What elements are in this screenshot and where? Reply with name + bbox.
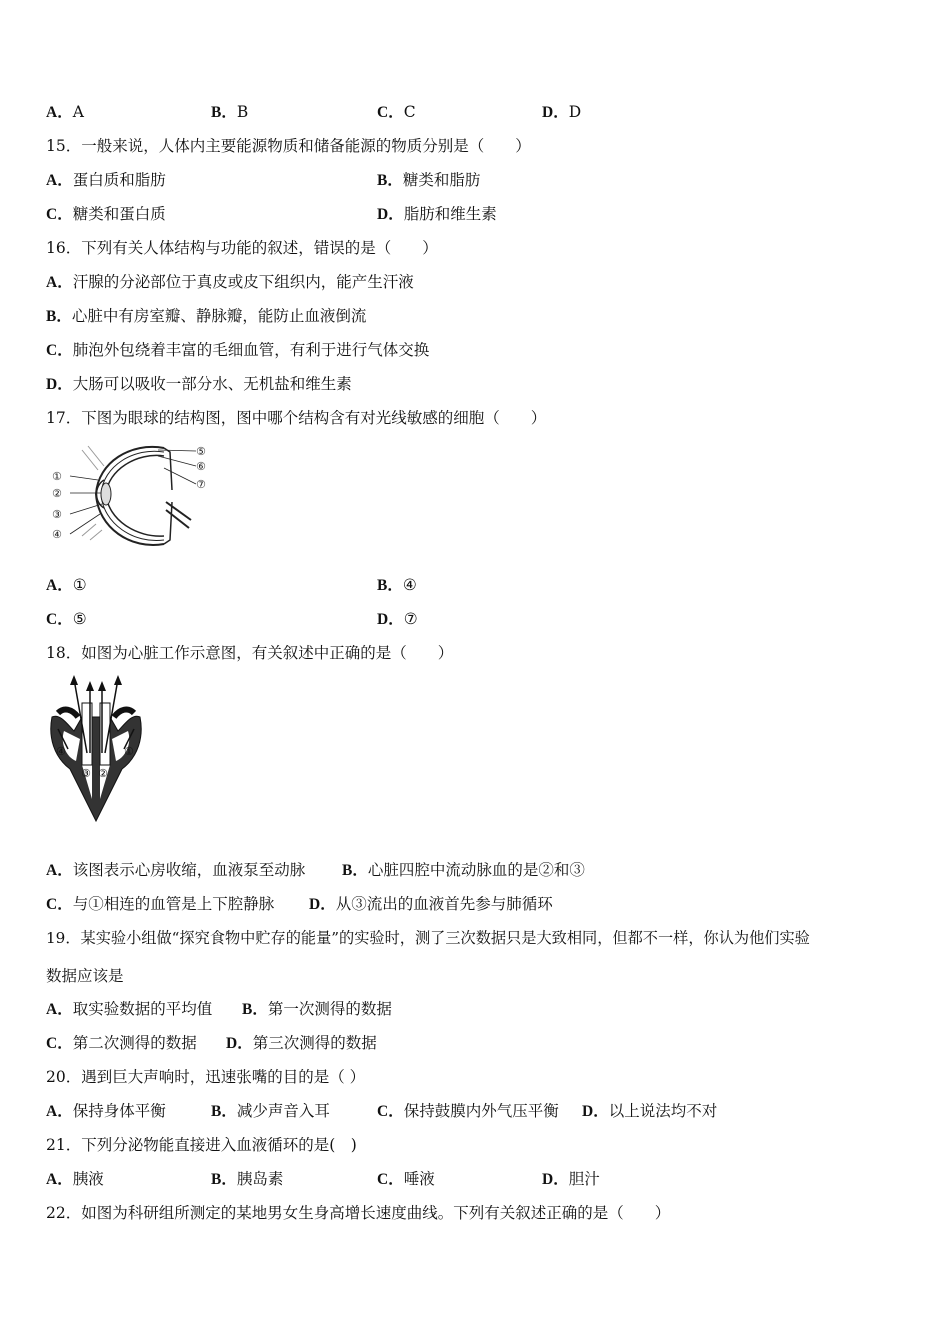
option-label: C． [377, 104, 404, 121]
option-text: 糖类和脂肪 [402, 171, 481, 189]
option-label: A． [46, 104, 73, 121]
option-label: A． [46, 577, 73, 594]
q21-option-a[interactable] [46, 1169, 104, 1190]
q15-option-b[interactable] [377, 170, 480, 191]
option-text: 脂肪和维生素 [403, 205, 497, 223]
option-text: 取实验数据的平均值 [72, 1000, 213, 1018]
figure-label-7: ⑦ [196, 478, 206, 491]
q20-option-a[interactable] [46, 1101, 166, 1122]
option-label: D． [582, 1103, 609, 1120]
q15-option-d[interactable] [377, 204, 497, 225]
q20-stem: 20．遇到巨大声响时，迅速张嘴的目的是（ ） [46, 1068, 366, 1086]
option-text: 蛋白质和脂肪 [72, 171, 166, 189]
q21-option-d[interactable] [542, 1169, 600, 1190]
option-text: B [236, 103, 249, 121]
q19-stem-line2: 数据应该是 [46, 967, 124, 985]
option-label: D． [542, 1171, 569, 1188]
option-text: ⑦ [403, 610, 418, 628]
q22-stem: 22．如图为科研组所测定的某地男女生身高增长速度曲线。下列有关叙述正确的是（ ） [46, 1204, 671, 1222]
option-label: A． [46, 1103, 73, 1120]
figure-label-2: ② [98, 767, 108, 780]
figure-label-1: ① [52, 470, 62, 483]
figure-label-3: ③ [81, 767, 91, 780]
figure-label-5: ⑤ [196, 445, 206, 458]
q21-stem: 21．下列分泌物能直接进入血液循环的是( ) [46, 1136, 357, 1154]
q20-option-d[interactable] [582, 1101, 717, 1122]
optic-nerve [166, 502, 191, 528]
q18-stem: 18．如图为心脏工作示意图，有关叙述中正确的是（ ） [46, 644, 454, 662]
option-text: 胆汁 [568, 1170, 600, 1188]
option-text: ① [72, 576, 87, 594]
option-label: C． [46, 611, 73, 628]
eyeball-structure-figure [46, 440, 216, 555]
q15-stem: 15．一般来说，人体内主要能源物质和储备能源的物质分别是（ ） [46, 137, 531, 155]
q19-option-c[interactable] [46, 1033, 197, 1054]
option-label: B． [211, 1171, 237, 1188]
figure-label-4: ④ [56, 745, 66, 758]
option-text: 保持鼓膜内外气压平衡 [403, 1102, 559, 1120]
q14-option-b[interactable] [211, 102, 248, 123]
option-label: A． [46, 172, 73, 189]
option-label: C． [46, 206, 73, 223]
heart-body [51, 703, 141, 821]
q20-option-b[interactable] [211, 1101, 330, 1122]
option-text: 与①相连的血管是上下腔静脉 [72, 895, 275, 913]
option-label: D． [46, 376, 73, 393]
q14-option-d[interactable] [542, 102, 581, 123]
option-text: 心脏四腔中流动脉血的是②和③ [367, 861, 585, 879]
q14-option-a[interactable] [46, 102, 84, 123]
option-label: D． [377, 611, 404, 628]
option-label: A． [46, 862, 73, 879]
leader-lines [70, 450, 196, 534]
option-label: D． [226, 1035, 253, 1052]
option-label: C． [46, 342, 73, 359]
q18-option-c[interactable] [46, 894, 274, 915]
option-label: C． [377, 1103, 404, 1120]
q17-option-c[interactable] [46, 609, 87, 630]
arrowheads [70, 675, 122, 691]
q15-option-c[interactable] [46, 204, 166, 225]
option-text: ④ [402, 576, 417, 594]
option-label: D． [377, 206, 404, 223]
option-text: 糖类和蛋白质 [72, 205, 166, 223]
q18-option-a[interactable] [46, 860, 305, 881]
q19-option-b[interactable] [242, 999, 392, 1020]
option-text: 汗腺的分泌部位于真皮或皮下组织内，能产生汗液 [72, 273, 414, 291]
q17-option-d[interactable] [377, 609, 418, 630]
option-text: D [568, 103, 582, 121]
option-text: 第三次测得的数据 [252, 1034, 377, 1052]
lens [101, 483, 111, 505]
q16-stem: 16．下列有关人体结构与功能的叙述，错误的是（ ） [46, 239, 438, 257]
q17-option-b[interactable] [377, 575, 417, 596]
option-text: 唾液 [403, 1170, 435, 1188]
heart-diagram-figure [44, 673, 148, 825]
option-text: 肺泡外包绕着丰富的毛细血管，有利于进行气体交换 [72, 341, 430, 359]
option-label: B． [211, 104, 237, 121]
option-label: B． [377, 577, 403, 594]
option-label: B． [377, 172, 403, 189]
option-text: 心脏中有房室瓣、静脉瓣，能防止血液倒流 [71, 307, 367, 325]
q20-option-c[interactable] [377, 1101, 559, 1122]
q21-option-b[interactable] [211, 1169, 283, 1190]
figure-label-4: ④ [52, 528, 62, 541]
q18-option-d[interactable] [309, 894, 553, 915]
option-label: B． [342, 862, 368, 879]
q16-option-c[interactable] [46, 340, 429, 361]
option-label: A． [46, 1171, 73, 1188]
option-label: B． [46, 308, 72, 325]
figure-label-6: ⑥ [196, 460, 206, 473]
option-text: 保持身体平衡 [72, 1102, 166, 1120]
option-text: 以上说法均不对 [608, 1102, 718, 1120]
q17-option-a[interactable] [46, 575, 87, 596]
q15-option-a[interactable] [46, 170, 166, 191]
option-label: C． [46, 1035, 73, 1052]
option-label: C． [46, 896, 73, 913]
figure-label-1: ① [124, 745, 134, 758]
q16-option-b[interactable] [46, 306, 366, 327]
option-text: 胰液 [72, 1170, 104, 1188]
option-text: 第一次测得的数据 [267, 1000, 392, 1018]
option-text: 从③流出的血液首先参与肺循环 [335, 895, 553, 913]
q16-option-d[interactable] [46, 374, 352, 395]
option-text: 该图表示心房收缩，血液泵至动脉 [72, 861, 306, 879]
option-label: B． [211, 1103, 237, 1120]
option-text: 胰岛素 [236, 1170, 284, 1188]
q21-option-c[interactable] [377, 1169, 435, 1190]
option-text: 第二次测得的数据 [72, 1034, 197, 1052]
option-text: A [72, 103, 84, 121]
option-label: A． [46, 1001, 73, 1018]
q19-option-d[interactable] [226, 1033, 377, 1054]
q17-stem: 17．下图为眼球的结构图，图中哪个结构含有对光线敏感的细胞（ ） [46, 409, 547, 427]
option-label: B． [242, 1001, 268, 1018]
q18-option-b[interactable] [342, 860, 585, 881]
option-label: C． [377, 1171, 404, 1188]
q19-stem-line1: 19．某实验小组做“探究食物中贮存的能量”的实验时，测了三次数据只是大致相同，但都不一样，你认为他们实验 [46, 929, 810, 947]
option-text: 减少声音入耳 [236, 1102, 330, 1120]
q16-option-a[interactable] [46, 272, 414, 293]
option-label: D． [542, 104, 569, 121]
option-text: 大肠可以吸收一部分水、无机盐和维生素 [72, 375, 352, 393]
figure-label-2: ② [52, 487, 62, 500]
option-text: ⑤ [72, 610, 87, 628]
figure-label-3: ③ [52, 508, 62, 521]
q19-option-a[interactable] [46, 999, 212, 1020]
option-label: D． [309, 896, 336, 913]
option-text: C [403, 103, 416, 121]
q14-option-c[interactable] [377, 102, 416, 123]
option-label: A． [46, 274, 73, 291]
